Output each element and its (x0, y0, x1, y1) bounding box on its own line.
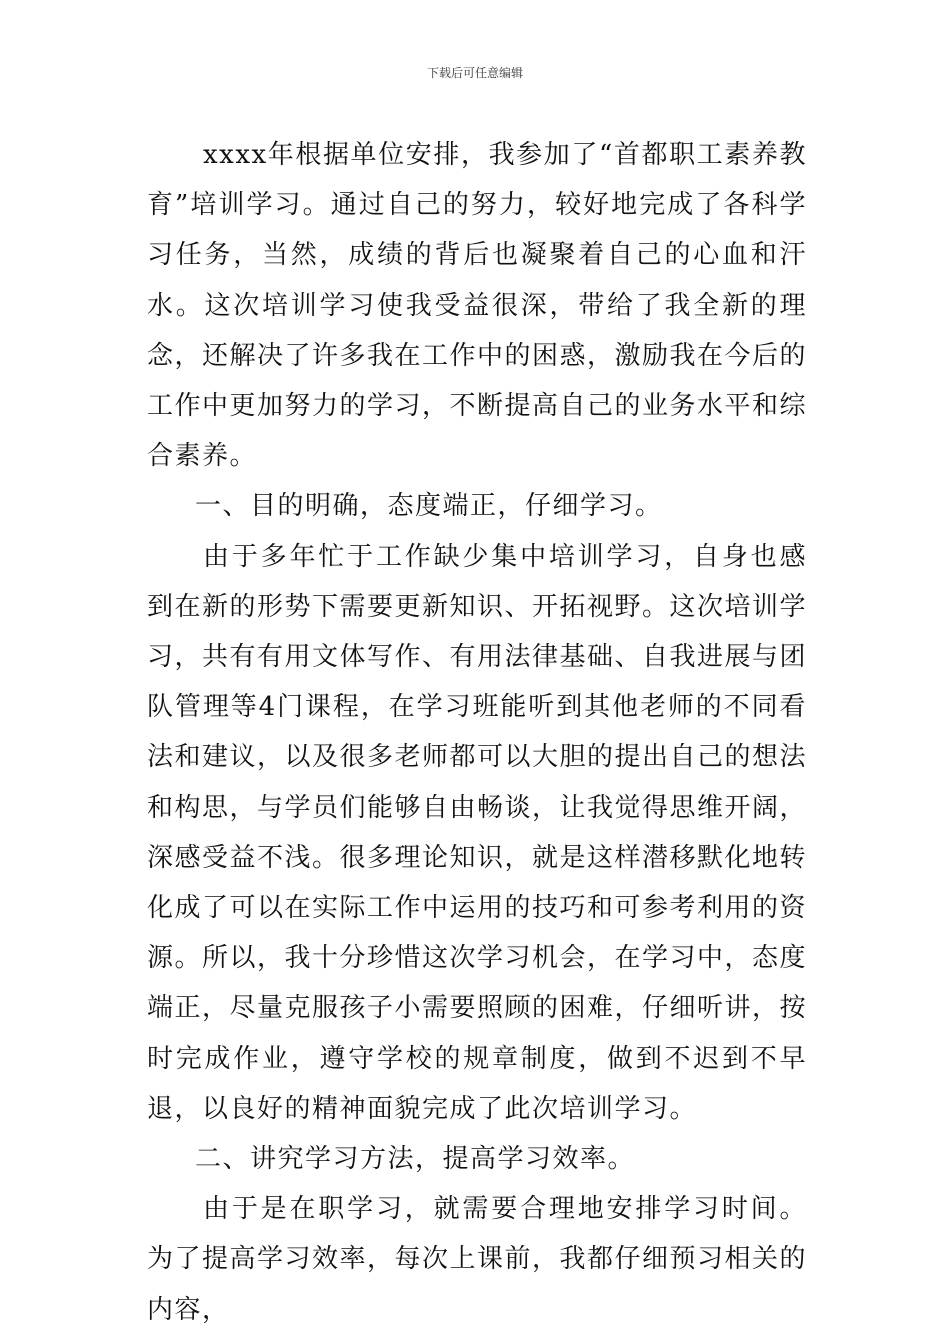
document-body (147, 130, 807, 1335)
paragraph-intro: xxxx年根据单位安排，我参加了“首都职工素养教育”培训学习。通过自己的努力，较好地完成了各科学习任务，当然，成绩的背后也凝聚着自己的心血和汗水。这次培训学习使我受益很深，带给了我全新的理念，还解决了许多我在工作中的困惑，激励我在今后的工作中更加努力的学习，不断提高自己的业务水平和综合素养。 (147, 140, 808, 472)
page-header-note: 下载后可任意编辑 (426, 66, 523, 80)
paragraph-section-2: 由于是在职学习，就需要合理地安排学习时间。为了提高学习效率，每次上课前，我都仔细预习相关的内容， (147, 1194, 808, 1325)
paragraph-section-1: 由于多年忙于工作缺少集中培训学习，自身也感到在新的形势下需要更新知识、开拓视野。这次培训学习，共有有用文体写作、有用法律基础、自我进展与团队管理等4门课程，在学习班能听到其他老师的不同看法和建议，以及很多老师都可以大胆的提出自己的想法和构思，与学员们能够自由畅谈，让我觉得思维开阔，深感受益不浅。很多理论知识，就是这样潜移默化地转化成了可以在实际工作中运用的技巧和可参考利用的资源。所以，我十分珍惜这次学习机会，在学习中，态度端正，尽量克服孩子小需要照顾的困难，仔细听讲，按时完成作业，遵守学校的规章制度，做到不迟到不早退，以良好的精神面貌完成了此次培训学习。 (147, 541, 808, 1124)
section-heading-2: 二、讲究学习方法，提高学习效率。 (195, 1144, 636, 1175)
section-heading-1: 一、目的明确，态度端正，仔细学习。 (195, 491, 663, 522)
